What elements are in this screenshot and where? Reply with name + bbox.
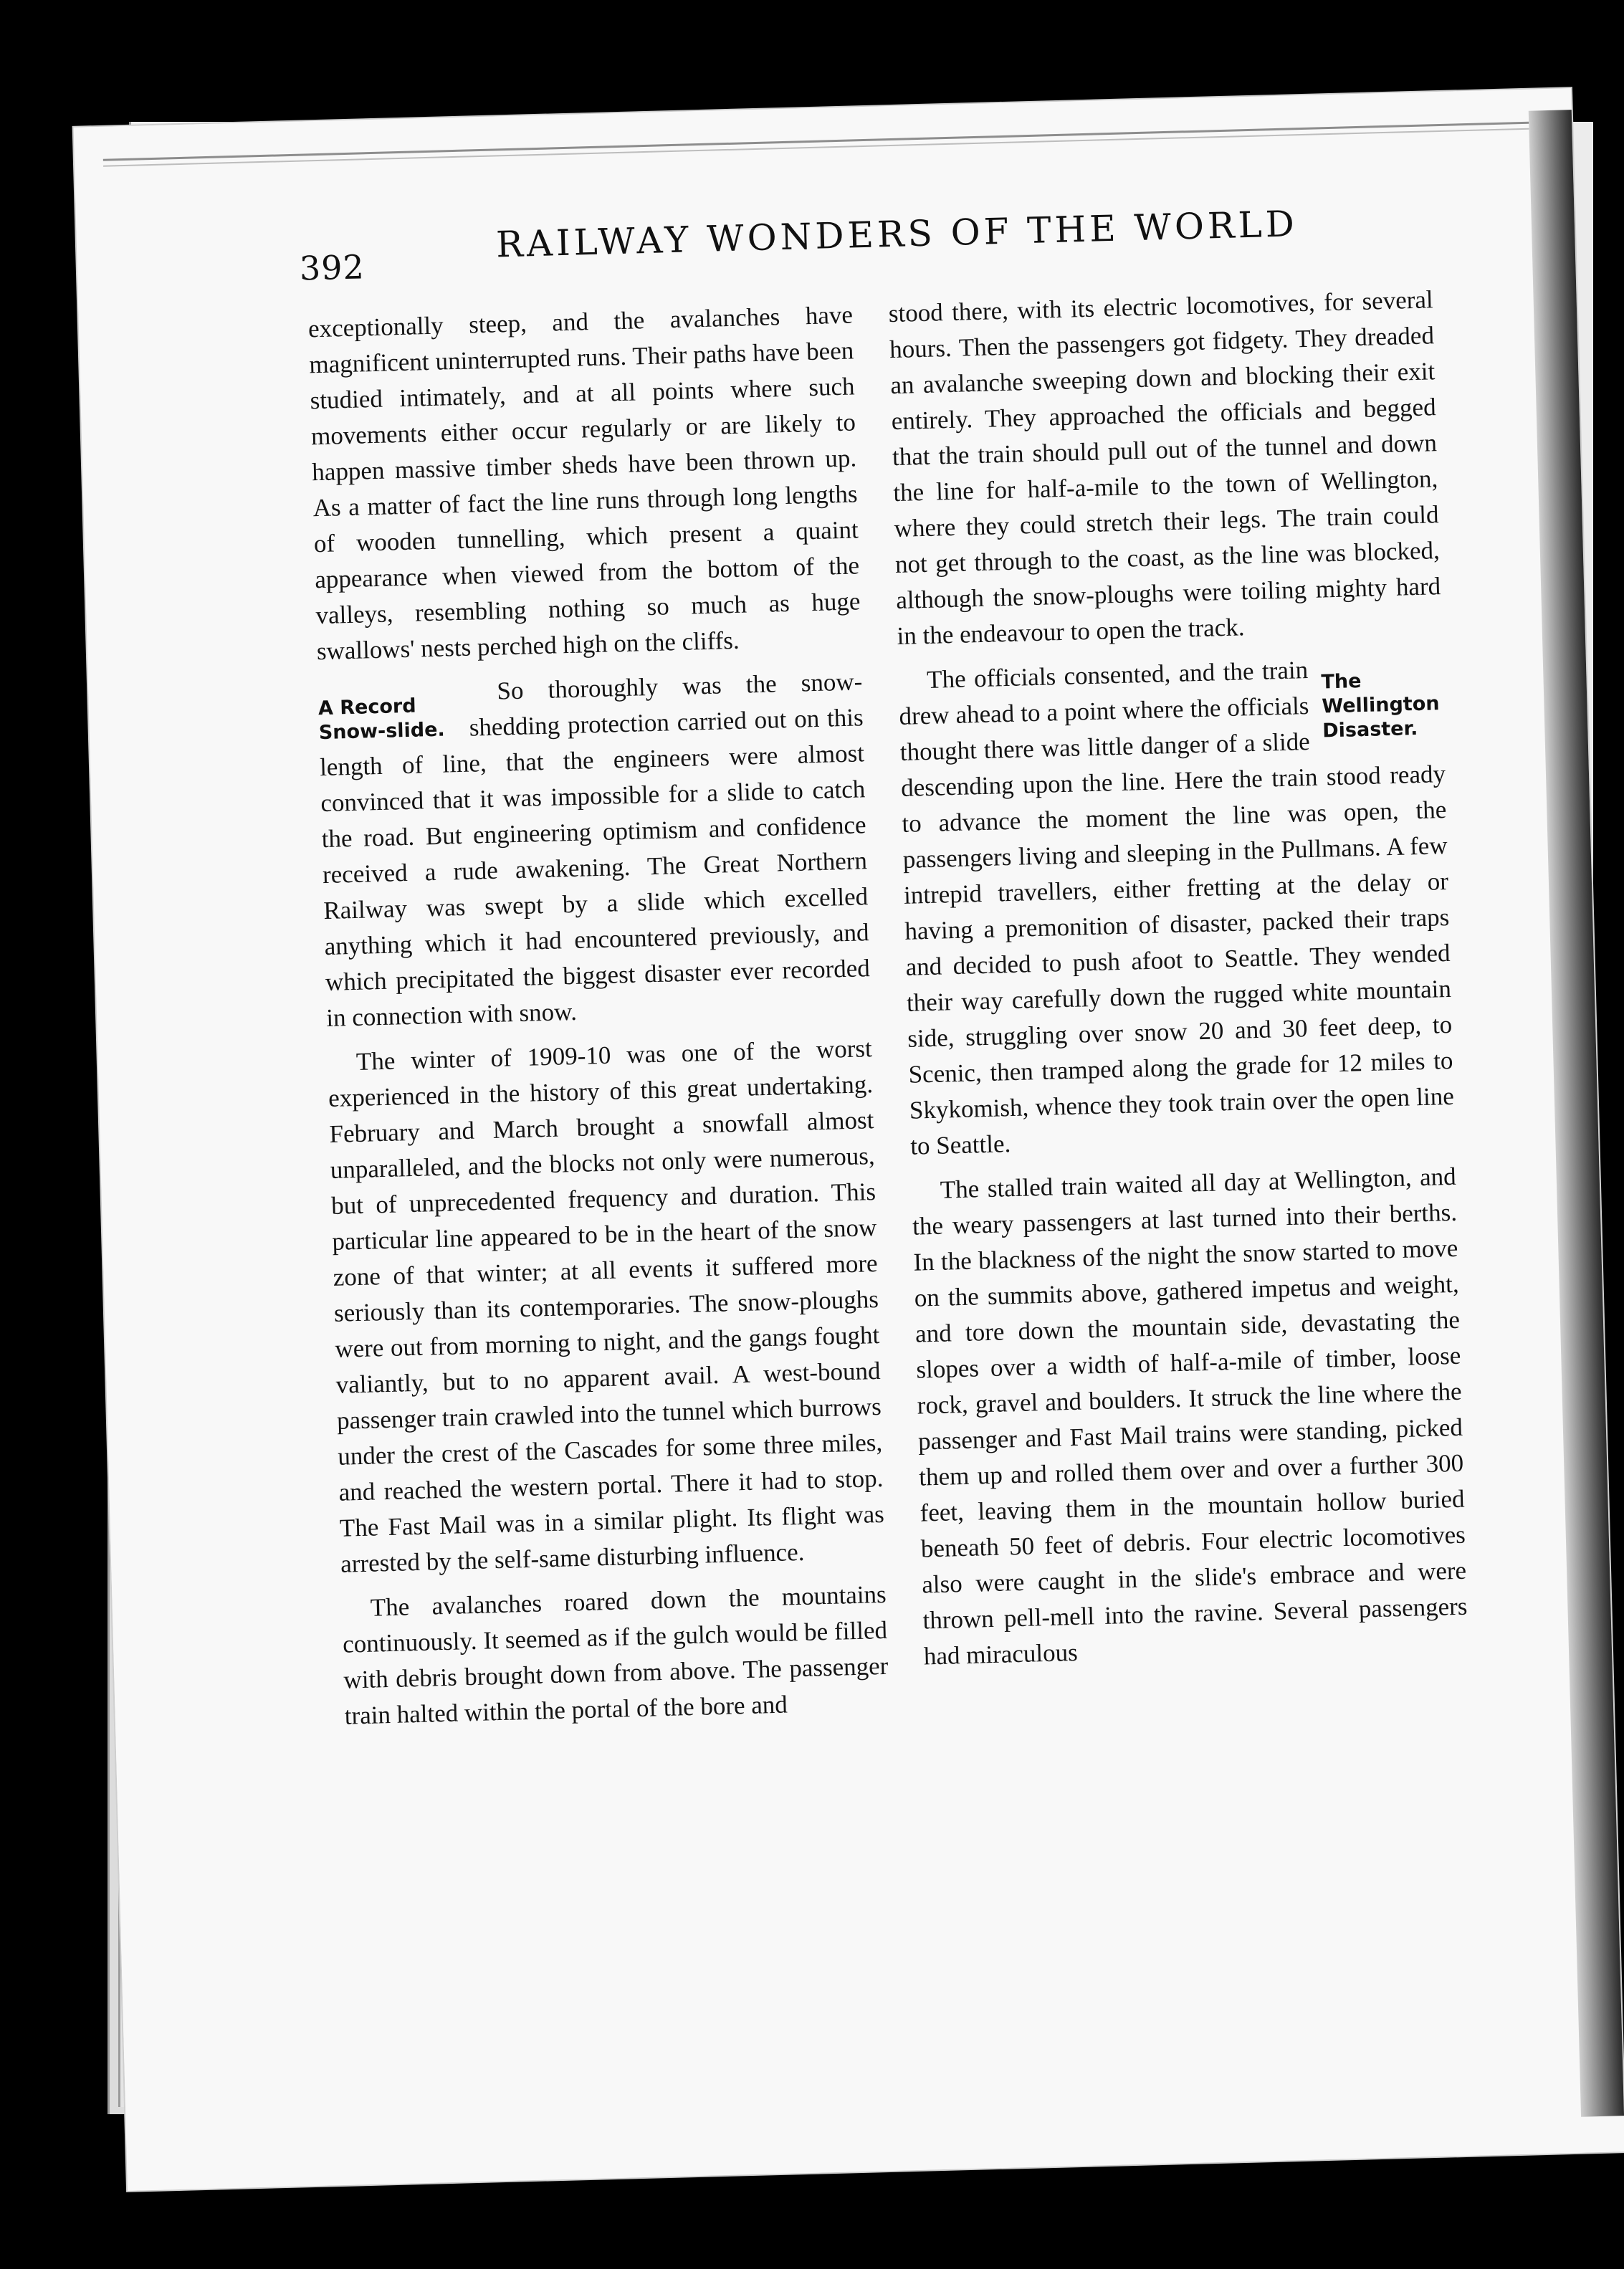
sidenote-wellington-disaster: The Wellington Disaster. [1321, 670, 1440, 742]
paragraph: stood there, with its electric locomotives, for several hours. Then the passengers got fidgety. They dreaded an avalanche sweeping down and blocking their exit entirely. They approached the officials and begged that the train should pull out of the tunnel and down the line for half-a-mile to the town of Wellington, where they could stretch their legs. The train could not get through to the coast, as the line was blocked, although the snow-ploughs were toiling mighty hard in the endeavour to open the track. [888, 285, 1441, 651]
paragraph: The officials consented, and the train drew ahead to a point where the officials thought there was little danger of a slide descending upon the line. Here the train stood ready to advance the moment the line was open, the passengers living and sleeping in the Pullmans. A few intrepid travellers, either fretting at the delay or having a premonition of disaster, packed their traps and decided to push afoot to Seattle. They wended their way carefully down the rugged white mountain side, struggling over snow 20 and 30 feet deep, to Scenic, then tramped along the grade for 12 miles to Skykomish, whence they took train over the open line to Seattle. [899, 656, 1455, 1160]
page-gutter-shadow [1529, 110, 1624, 2117]
sidenote-record-snow-slide: A Record Snow-slide. [317, 694, 446, 745]
page-number: 392 [299, 247, 366, 288]
paragraph: The winter of 1909-10 was one of the worst experienced in the history of this great undertaking. February and March brought a snowfall almost unparalleled, and the blocks not only were numerous, but of unprecedented frequency and duration. This particular line appeared to be in the heart of the snow zone of that winter; at all events it suffered more seriously than its contemporaries. The snow-ploughs were out from morning to night, and the gangs fought valiantly, but to no apparent avail. A west-bound passenger train crawled into the tunnel which burrows under the crest of the Cascades for some three miles, and reached the western portal. There it had to stop. The Fast Mail was in a similar plight. Its flight was arrested by the self-same disturbing influence. [328, 1034, 885, 1578]
paragraph: The avalanches roared down the mountains continuously. It seemed as if the gulch would be filled with debris brought down from above. The passenger train halted within the portal of the bore and [342, 1580, 889, 1730]
right-column [888, 282, 1468, 1683]
left-column [307, 297, 889, 1742]
running-title: RAILWAY WONDERS OF THE WORLD [495, 203, 1299, 266]
paragraph: So thoroughly was the snow-shedding protection carried out on this length of line, that the engineers were almost convinced that it was impossible for a slide to catch the road. But engineering optimism and confidence received a rude awakening. The Great Northern Railway was swept by a slide which excelled anything which it had encountered previously, and which precipitated the biggest disaster ever recorded in connection with snow. [319, 667, 871, 1033]
paragraph: exceptionally steep, and the avalanches have magnificent uninterrupted runs. Their paths have been studied intimately, and at all points where such movements either occur regularly or are likely to happen massive timber sheds have been thrown up. As a matter of fact the line runs through long lengths of wooden tunnelling, which present a quaint appearance when viewed from the bottom of the valleys, resembling nothing so much as huge swallows' nests perched high on the cliffs. [307, 300, 861, 666]
paragraph: The stalled train waited all day at Wellington, and the weary passengers at last turned into their berths. In the blackness of the night the snow started to move on the summits above, gathered impetus and weight, and tore down the mountain side, devastating the slopes over a width of half-a-mile of timber, loose rock, gravel and boulders. It struck the line where the passenger and Fast Mail trains were standing, picked them up and rolled them over and over a further 300 feet, leaving them in the mountain hollow buried beneath 50 feet of debris. Four electric locomotives also were caught in the slide's embrace and were thrown pell-mell into the ravine. Several passengers had miraculous [912, 1162, 1468, 1671]
running-head [298, 201, 1372, 288]
top-rule [103, 122, 1529, 167]
page-surface [74, 88, 1624, 2191]
book-page [74, 88, 1624, 2191]
